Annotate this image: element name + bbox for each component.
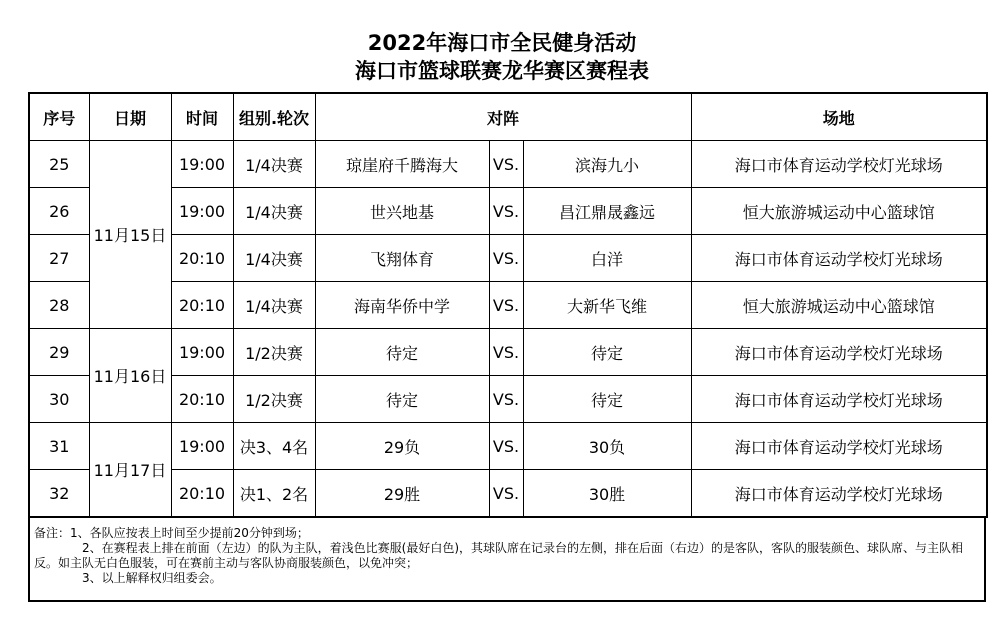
table-row <box>29 188 987 235</box>
cell-seq: 29 <box>29 329 89 376</box>
cell-home-team: 琼崖府千腾海大 <box>315 141 489 188</box>
cell-away-team: 滨海九小 <box>523 141 691 188</box>
header-row <box>29 93 987 141</box>
cell-date: 11月17日 <box>89 423 171 518</box>
cell-venue: 恒大旅游城运动中心篮球馆 <box>691 282 987 329</box>
cell-away-team: 大新华飞维 <box>523 282 691 329</box>
cell-seq: 26 <box>29 188 89 235</box>
cell-vs: VS. <box>489 329 523 376</box>
cell-time: 20:10 <box>171 282 233 329</box>
cell-away-team: 白洋 <box>523 235 691 282</box>
cell-vs: VS. <box>489 376 523 423</box>
note-line-3: 3、以上解释权归组委会。 <box>82 571 222 585</box>
cell-round: 1/4决赛 <box>233 141 315 188</box>
cell-time: 19:00 <box>171 188 233 235</box>
cell-seq: 31 <box>29 423 89 470</box>
cell-round: 1/4决赛 <box>233 282 315 329</box>
table-row <box>29 423 987 470</box>
note-line-2: 2、在赛程表上排在前面（左边）的队为主队，着浅色比赛服(最好白色)，其球队席在记录台的左侧，排在后面（右边）的是客队，客队的服装颜色、球队席、与主队相反。如主队无白色服装，可在赛前主动与客队协商服装颜色，以免冲突； <box>34 541 964 570</box>
cell-venue: 海口市体育运动学校灯光球场 <box>691 329 987 376</box>
cell-home-team: 飞翔体育 <box>315 235 489 282</box>
cell-seq: 27 <box>29 235 89 282</box>
header-date: 日期 <box>89 93 171 141</box>
schedule-table <box>28 92 988 518</box>
header-seq: 序号 <box>29 93 89 141</box>
cell-time: 19:00 <box>171 329 233 376</box>
cell-away-team: 待定 <box>523 329 691 376</box>
cell-seq: 30 <box>29 376 89 423</box>
cell-home-team: 29负 <box>315 423 489 470</box>
notes-section <box>28 518 986 602</box>
cell-venue: 海口市体育运动学校灯光球场 <box>691 470 987 518</box>
cell-date: 11月15日 <box>89 141 171 329</box>
table-row <box>29 235 987 282</box>
cell-vs: VS. <box>489 282 523 329</box>
cell-away-team: 昌江鼎晟鑫远 <box>523 188 691 235</box>
cell-venue: 海口市体育运动学校灯光球场 <box>691 141 987 188</box>
cell-round: 1/4决赛 <box>233 188 315 235</box>
header-group-round: 组别.轮次 <box>233 93 315 141</box>
cell-time: 20:10 <box>171 235 233 282</box>
cell-round: 1/4决赛 <box>233 235 315 282</box>
table-row <box>29 470 987 518</box>
cell-time: 19:00 <box>171 423 233 470</box>
cell-away-team: 30负 <box>523 423 691 470</box>
cell-round: 1/2决赛 <box>233 376 315 423</box>
header-matchup: 对阵 <box>315 93 691 141</box>
cell-round: 决3、4名 <box>233 423 315 470</box>
cell-venue: 海口市体育运动学校灯光球场 <box>691 235 987 282</box>
table-row <box>29 282 987 329</box>
cell-seq: 25 <box>29 141 89 188</box>
cell-seq: 28 <box>29 282 89 329</box>
cell-vs: VS. <box>489 235 523 282</box>
cell-vs: VS. <box>489 141 523 188</box>
cell-date: 11月16日 <box>89 329 171 423</box>
cell-home-team: 待定 <box>315 376 489 423</box>
header-time: 时间 <box>171 93 233 141</box>
table-row <box>29 141 987 188</box>
cell-home-team: 29胜 <box>315 470 489 518</box>
cell-vs: VS. <box>489 188 523 235</box>
table-row <box>29 376 987 423</box>
cell-round: 决1、2名 <box>233 470 315 518</box>
note-line-1: 备注：1、各队应按表上时间至少提前20分钟到场； <box>34 526 309 540</box>
cell-vs: VS. <box>489 423 523 470</box>
cell-home-team: 世兴地基 <box>315 188 489 235</box>
cell-time: 20:10 <box>171 470 233 518</box>
cell-home-team: 待定 <box>315 329 489 376</box>
cell-venue: 海口市体育运动学校灯光球场 <box>691 423 987 470</box>
cell-seq: 32 <box>29 470 89 518</box>
cell-away-team: 30胜 <box>523 470 691 518</box>
cell-venue: 恒大旅游城运动中心篮球馆 <box>691 188 987 235</box>
title-line-1: 2022年海口市全民健身活动 <box>367 31 637 55</box>
cell-time: 19:00 <box>171 141 233 188</box>
table-row <box>29 329 987 376</box>
cell-vs: VS. <box>489 470 523 518</box>
header-venue: 场地 <box>691 93 987 141</box>
title-line-2: 海口市篮球联赛龙华赛区赛程表 <box>355 59 649 83</box>
cell-home-team: 海南华侨中学 <box>315 282 489 329</box>
cell-venue: 海口市体育运动学校灯光球场 <box>691 376 987 423</box>
cell-time: 20:10 <box>171 376 233 423</box>
cell-away-team: 待定 <box>523 376 691 423</box>
cell-round: 1/2决赛 <box>233 329 315 376</box>
